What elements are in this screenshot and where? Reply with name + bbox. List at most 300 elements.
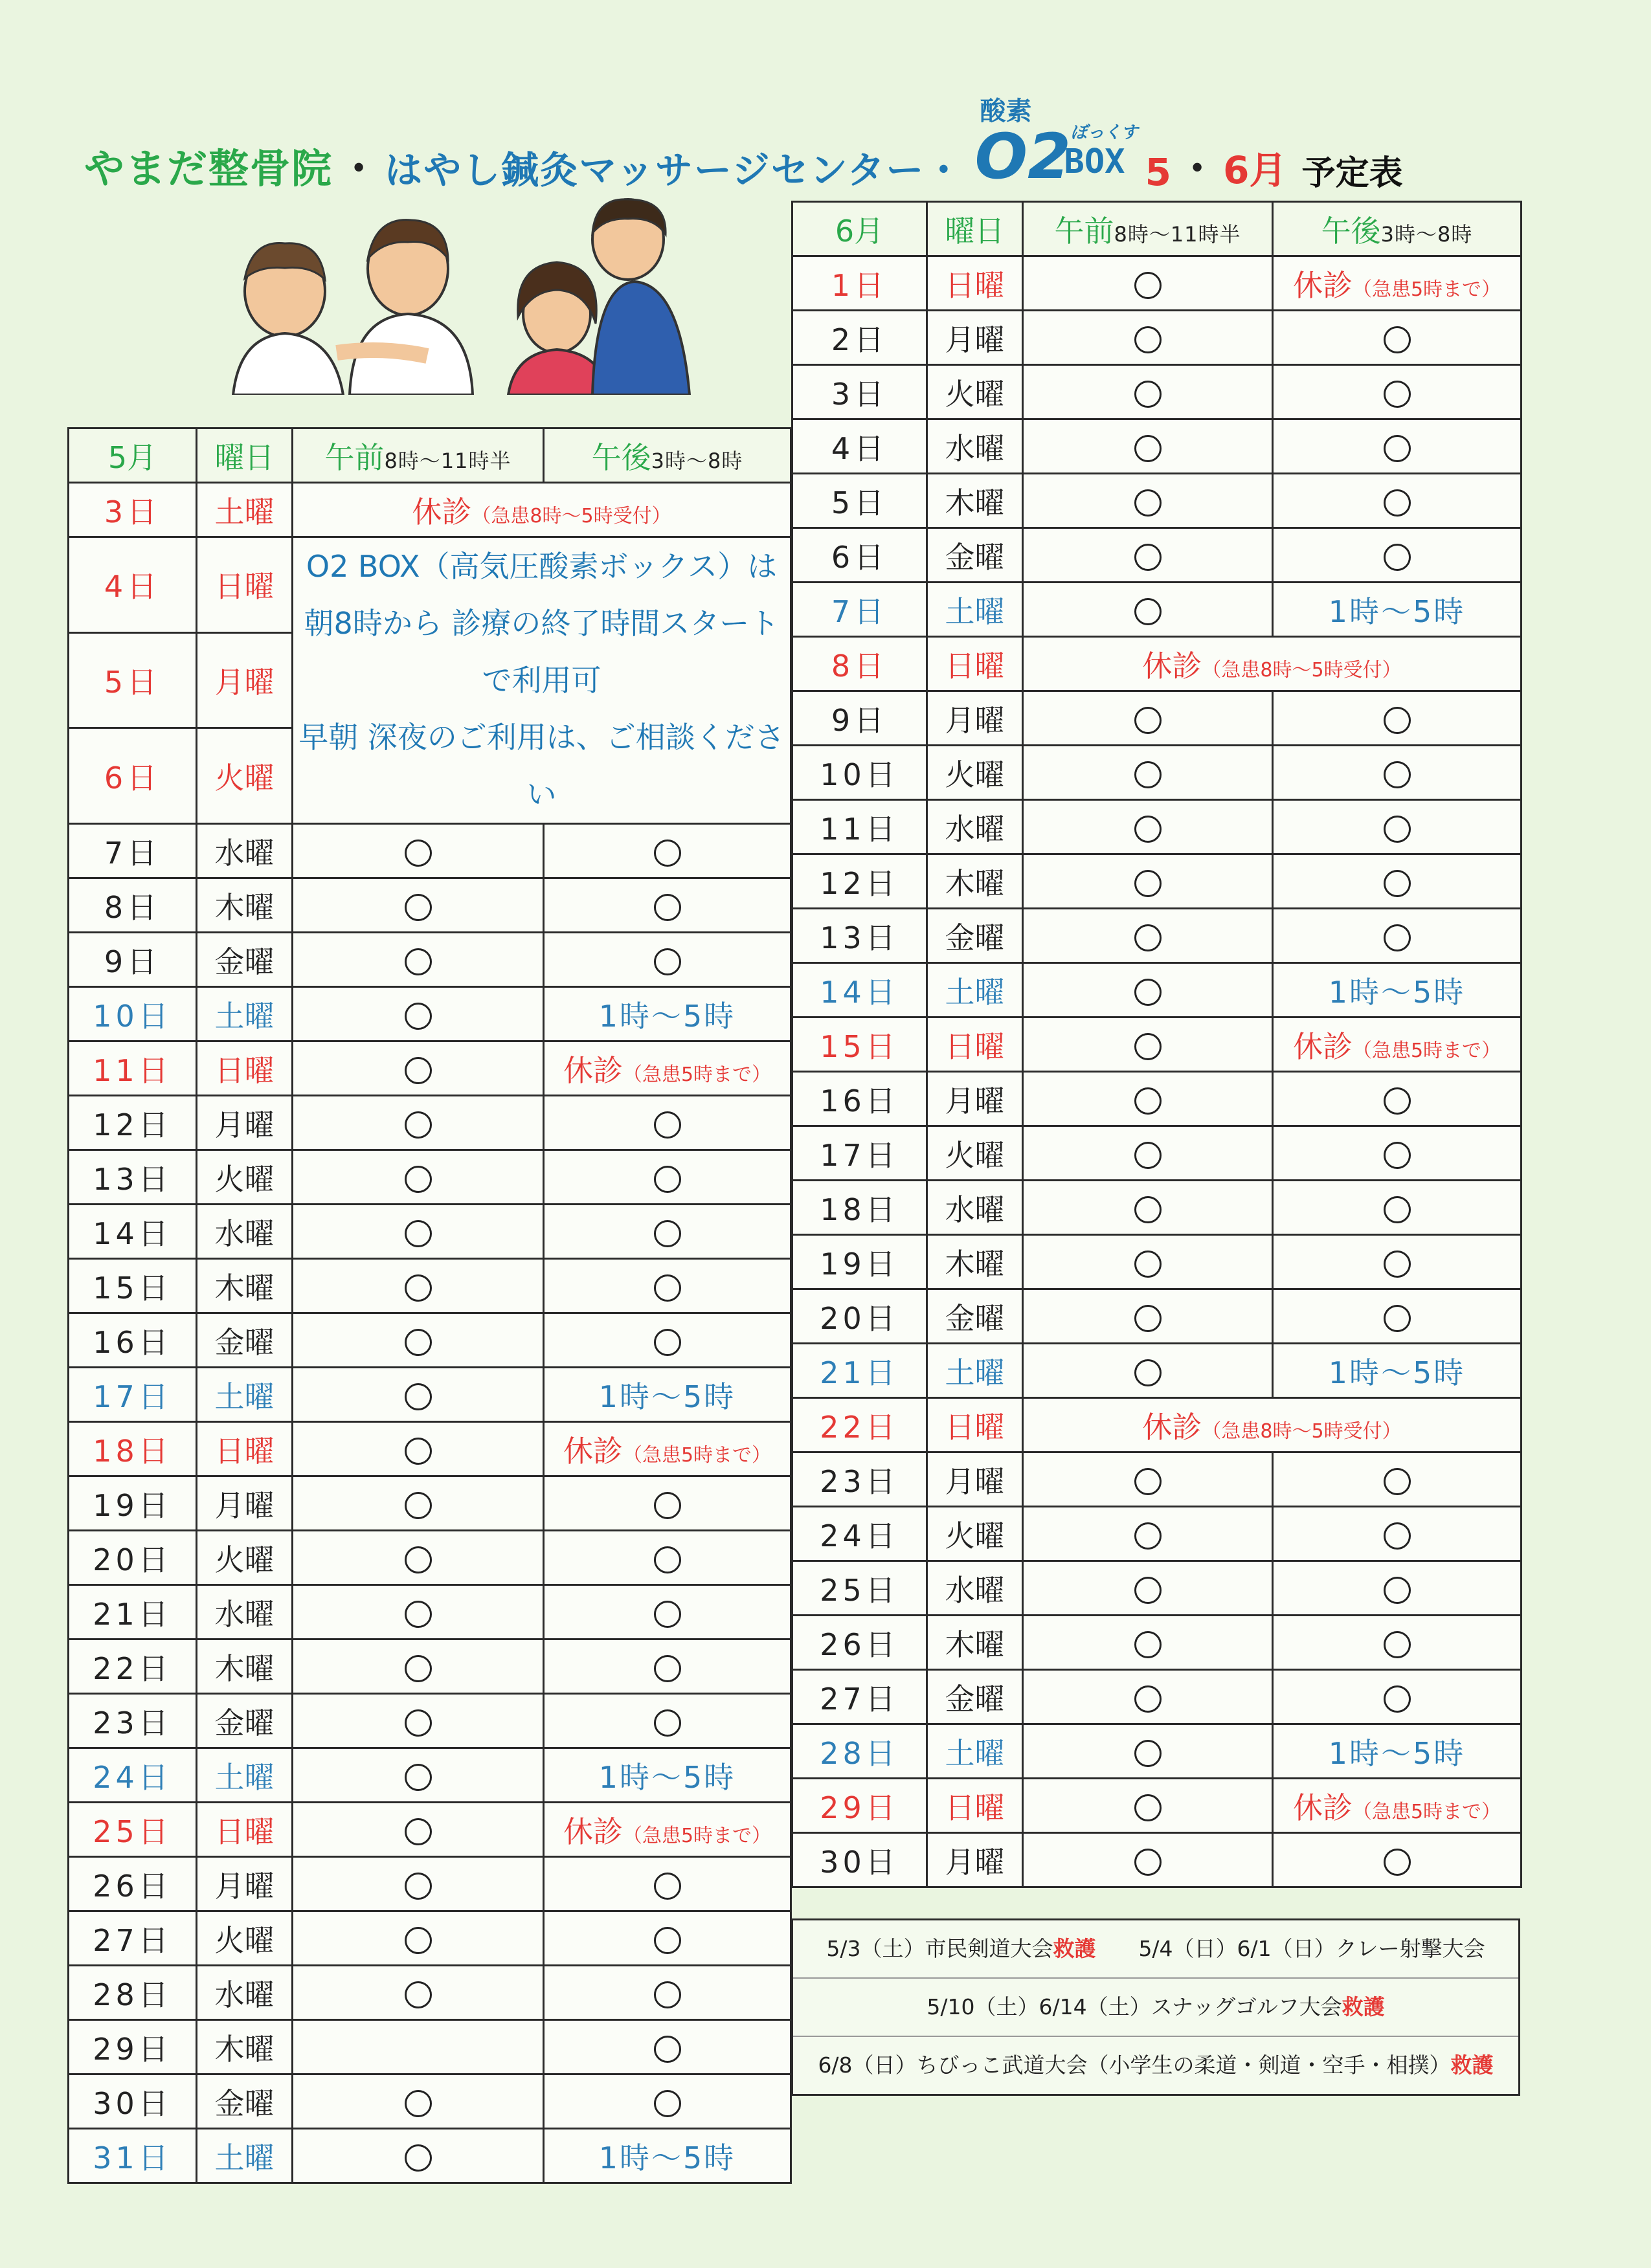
may-dow-cell: 土曜 [197,987,293,1041]
june-am-open-mark [1134,1849,1162,1876]
may-day-cell: 7日 [69,824,197,878]
june-am-open-mark [1134,1577,1162,1604]
may-pm-cell [544,824,791,878]
may-day-cell: 28日 [69,1966,197,2020]
may-row-7日 [69,824,791,878]
may-am-cell [293,1041,544,1096]
may-pm-open-mark [654,2036,681,2063]
may-header-pm-label: 午後 [591,439,651,475]
event-text: 6/8（日）ちびっこ武道大会（小学生の柔道・剣道・空手・相撲） [818,2052,1451,2078]
may-row-30日 [69,2074,791,2129]
may-pm-closed-note: （急患5時まで） [622,1443,772,1467]
may-pm-cell [544,987,791,1041]
june-day-cell: 11日 [792,800,927,854]
may-closed-cell [293,483,791,537]
june-pm-open-mark [1384,435,1411,462]
june-dow-cell: 日曜 [927,637,1023,691]
may-am-cell [293,1694,544,1748]
may-am-open-mark [405,1709,432,1737]
may-pm-open-mark [654,894,681,921]
may-pm-open-mark [654,1329,681,1356]
june-pm-cell [1273,1072,1522,1126]
june-pm-open-mark [1384,1577,1411,1604]
may-am-open-mark [405,1601,432,1628]
june-dow-cell: 日曜 [927,1779,1023,1833]
may-am-open-mark [405,1057,432,1084]
may-row-17日 [69,1368,791,1422]
june-schedule-table [791,201,1522,1888]
may-am-open-mark [405,1492,432,1519]
june-row-15日 [792,1017,1522,1072]
may-am-cell [293,1911,544,1966]
june-pm-closed-label: 休診 [1292,1028,1353,1064]
may-row-19日 [69,1476,791,1531]
june-day-cell: 8日 [792,637,927,691]
june-am-cell [1023,1017,1273,1072]
event-text: 5/10（土）6/14（土）スナッグゴルフ大会 [927,1994,1342,2019]
event-rescue-label: 救護 [1342,1994,1385,2019]
june-row-22日 [792,1398,1522,1452]
june-pm-open-mark [1384,1087,1411,1115]
june-dow-cell: 日曜 [927,256,1023,311]
o2-box-text: BOX [1064,142,1125,181]
event-text: 5/3（土）市民剣道大会 [826,1936,1053,1961]
may-day-cell: 5日 [69,632,197,728]
may-pm-cell [544,1422,791,1476]
june-dow-cell: 土曜 [927,1724,1023,1779]
june-am-open-mark [1134,1196,1162,1223]
may-am-cell [293,1422,544,1476]
may-dow-cell: 火曜 [197,1531,293,1585]
june-dow-cell: 土曜 [927,583,1023,637]
may-am-open-mark [405,1274,432,1302]
may-pm-open-mark [654,1546,681,1573]
may-row-13日 [69,1150,791,1205]
june-dow-cell: 水曜 [927,419,1023,474]
june-am-open-mark [1134,1522,1162,1550]
may-pm-open-mark [654,1655,681,1682]
june-closed-note: （急患8時〜5時受付） [1202,1419,1402,1443]
may-header-dow: 曜日 [197,428,293,483]
may-rows [69,483,791,2183]
june-header-pm-label: 午後 [1321,213,1381,249]
may-day-cell: 17日 [69,1368,197,1422]
june-dow-cell: 月曜 [927,311,1023,365]
may-day-cell: 6日 [69,728,197,824]
june-day-cell: 16日 [792,1072,927,1126]
june-am-open-mark [1134,870,1162,897]
june-row-13日 [792,909,1522,963]
june-am-cell [1023,1670,1273,1724]
may-pm-cell [544,1585,791,1640]
may-day-cell: 24日 [69,1748,197,1803]
may-header-month: 5月 [69,428,197,483]
june-dow-cell: 金曜 [927,528,1023,583]
may-am-cell [293,933,544,987]
june-am-cell [1023,1724,1273,1779]
june-pm-cell [1273,1833,1522,1887]
june-am-cell [1023,583,1273,637]
june-pm-closed-note: （急患5時まで） [1352,1039,1501,1062]
june-pm-hours: 1時〜5時 [1328,974,1466,1010]
june-am-cell [1023,854,1273,909]
may-am-open-mark [405,839,432,867]
title-month-5: 5 [1145,150,1171,194]
may-pm-cell [544,1096,791,1150]
may-pm-hours: 1時〜5時 [598,1379,736,1414]
may-am-cell [293,1531,544,1585]
june-header-am-label: 午前 [1054,213,1114,249]
june-day-cell: 26日 [792,1616,927,1670]
may-pm-open-mark [654,1927,681,1954]
may-pm-open-mark [654,1492,681,1519]
may-am-open-mark [405,1818,432,1845]
june-am-cell [1023,1779,1273,1833]
may-pm-open-mark [654,1709,681,1737]
june-day-cell: 24日 [792,1507,927,1561]
may-am-cell [293,1259,544,1313]
may-am-open-mark [405,1166,432,1193]
june-am-cell [1023,1561,1273,1616]
june-row-30日 [792,1833,1522,1887]
june-pm-cell [1273,963,1522,1017]
may-dow-cell: 火曜 [197,1911,293,1966]
may-closed [412,495,671,529]
may-row-14日 [69,1205,791,1259]
may-pm-closed-label: 休診 [563,1433,623,1469]
may-row-31日 [69,2129,791,2183]
june-day-cell: 27日 [792,1670,927,1724]
june-header-pm [1273,202,1522,256]
june-pm-cell [1273,746,1522,800]
may-dow-cell: 月曜 [197,1096,293,1150]
june-pm-open-mark [1384,1142,1411,1169]
june-row-9日 [792,691,1522,746]
may-row-4日 [69,537,791,633]
may-day-cell: 27日 [69,1911,197,1966]
june-row-8日 [792,637,1522,691]
june-am-open-mark [1134,1468,1162,1495]
may-am-open-mark [405,1383,432,1410]
may-pm-cell [544,1205,791,1259]
june-dow-cell: 木曜 [927,1235,1023,1289]
june-pm-cell [1273,528,1522,583]
may-row-3日 [69,483,791,537]
june-day-cell: 18日 [792,1181,927,1235]
may-pm-open-mark [654,1166,681,1193]
june-row-5日 [792,474,1522,528]
june-am-open-mark [1134,1359,1162,1386]
june-row-25日 [792,1561,1522,1616]
title-month-separator: ・ [1177,145,1218,192]
may-row-9日 [69,933,791,987]
june-am-open-mark [1134,326,1162,353]
june-am-cell [1023,1126,1273,1181]
june-row-12日 [792,854,1522,909]
june-day-cell: 21日 [792,1344,927,1398]
june-rows [792,256,1522,1887]
june-pm-cell [1273,365,1522,419]
may-pm-closed-label: 休診 [563,1814,623,1849]
june-pm-cell [1273,1779,1522,1833]
june-row-10日 [792,746,1522,800]
may-dow-cell: 木曜 [197,2020,293,2074]
staff-illustration [214,194,706,395]
june-pm-cell [1273,1017,1522,1072]
o2-box-logo [967,97,1136,194]
june-dow-cell: 水曜 [927,800,1023,854]
june-pm-cell [1273,1561,1522,1616]
may-pm-cell [544,1041,791,1096]
may-pm-closed [563,1434,771,1469]
may-row-24日 [69,1748,791,1803]
may-pm-cell [544,2129,791,2183]
may-row-15日 [69,1259,791,1313]
june-am-open-mark [1134,1631,1162,1658]
may-day-cell: 18日 [69,1422,197,1476]
may-pm-hours: 1時〜5時 [598,998,736,1034]
june-am-open-mark [1134,1685,1162,1713]
june-am-open-mark [1134,544,1162,571]
may-pm-open-mark [654,2090,681,2117]
may-row-27日 [69,1911,791,1966]
june-pm-cell [1273,1235,1522,1289]
june-am-cell [1023,909,1273,963]
may-dow-cell: 日曜 [197,1803,293,1857]
june-dow-cell: 水曜 [927,1561,1023,1616]
may-day-cell: 22日 [69,1640,197,1694]
event-extra: 5/4（日）6/1（日）クレー射撃大会 [1095,1936,1485,1961]
title-separator: ・ [339,145,379,192]
may-am-open-mark [405,1764,432,1791]
june-pm-cell [1273,1344,1522,1398]
june-dow-cell: 火曜 [927,1126,1023,1181]
may-day-cell: 19日 [69,1476,197,1531]
june-am-open-mark [1134,1033,1162,1060]
june-dow-cell: 金曜 [927,909,1023,963]
june-pm-cell [1273,419,1522,474]
may-day-cell: 21日 [69,1585,197,1640]
may-pm-cell [544,1259,791,1313]
june-dow-cell: 月曜 [927,1452,1023,1507]
june-pm-cell [1273,1289,1522,1344]
june-header-month: 6月 [792,202,927,256]
may-am-cell [293,1748,544,1803]
may-day-cell: 4日 [69,537,197,633]
may-am-open-mark [405,1220,432,1247]
june-header-pm-hours: 3時〜8時 [1380,221,1473,247]
june-pm-open-mark [1384,1685,1411,1713]
may-row-26日 [69,1857,791,1911]
may-am-open-mark [405,1927,432,1954]
may-am-open-mark [405,1003,432,1030]
may-pm-open-mark [654,839,681,867]
o2-ruby: ぼっくす [1070,123,1138,142]
june-pm-hours: 1時〜5時 [1328,1735,1466,1771]
june-am-open-mark [1134,1305,1162,1332]
may-dow-cell: 金曜 [197,933,293,987]
june-day-cell: 30日 [792,1833,927,1887]
june-pm-cell [1273,854,1522,909]
may-dow-cell: 金曜 [197,1313,293,1368]
may-am-open-mark [405,1111,432,1139]
may-am-cell [293,1313,544,1368]
may-pm-open-mark [654,1220,681,1247]
o2-notice [293,537,791,824]
june-row-11日 [792,800,1522,854]
may-day-cell: 16日 [69,1313,197,1368]
june-closed-cell [1023,637,1522,691]
may-am-cell [293,1150,544,1205]
june-dow-cell: 水曜 [927,1181,1023,1235]
may-pm-cell [544,1531,791,1585]
may-day-cell: 10日 [69,987,197,1041]
june-am-open-mark [1134,924,1162,951]
june-pm-closed-label: 休診 [1292,1790,1353,1825]
may-dow-cell: 水曜 [197,824,293,878]
may-am-open-mark [405,894,432,921]
event-rescue-label: 救護 [1053,1936,1096,1961]
patient-figure [233,243,343,395]
may-row-22日 [69,1640,791,1694]
may-dow-cell: 土曜 [197,1368,293,1422]
june-pm-open-mark [1384,1251,1411,1278]
june-row-26日 [792,1616,1522,1670]
june-pm-cell [1273,1670,1522,1724]
events-box [791,1918,1520,2096]
man-figure [592,199,690,395]
may-pm-hours: 1時〜5時 [598,1759,736,1795]
may-am-cell [293,1640,544,1694]
may-row-20日 [69,1531,791,1585]
may-dow-cell: 水曜 [197,1205,293,1259]
june-row-23日 [792,1452,1522,1507]
june-day-cell: 5日 [792,474,927,528]
june-dow-cell: 木曜 [927,1616,1023,1670]
june-pm-open-mark [1384,489,1411,517]
june-day-cell: 23日 [792,1452,927,1507]
may-dow-cell: 月曜 [197,1476,293,1531]
june-am-open-mark [1134,1142,1162,1169]
may-dow-cell: 日曜 [197,1422,293,1476]
may-day-cell: 29日 [69,2020,197,2074]
june-am-cell [1023,963,1273,1017]
june-dow-cell: 金曜 [927,1289,1023,1344]
may-pm-cell [544,2074,791,2129]
may-closed-label: 休診 [412,494,472,529]
june-am-cell [1023,691,1273,746]
may-pm-open-mark [654,1873,681,1900]
june-pm-cell [1273,474,1522,528]
june-pm-cell [1273,256,1522,311]
june-row-24日 [792,1507,1522,1561]
may-row-25日 [69,1803,791,1857]
june-day-cell: 7日 [792,583,927,637]
june-dow-cell: 土曜 [927,1344,1023,1398]
may-row-23日 [69,1694,791,1748]
june-dow-cell: 月曜 [927,1833,1023,1887]
june-dow-cell: 日曜 [927,1017,1023,1072]
june-row-27日 [792,1670,1522,1724]
june-dow-cell: 月曜 [927,1072,1023,1126]
june-day-cell: 9日 [792,691,927,746]
june-am-cell [1023,1833,1273,1887]
june-row-2日 [792,311,1522,365]
june-dow-cell: 火曜 [927,365,1023,419]
o2-notice-line: 早朝 深夜のご利用は、ご相談ください [298,720,785,812]
o2-mark: O2 [974,120,1071,193]
may-pm-cell [544,1640,791,1694]
may-day-cell: 12日 [69,1096,197,1150]
may-dow-cell: 金曜 [197,2074,293,2129]
june-closed [1142,1410,1401,1445]
june-am-open-mark [1134,707,1162,734]
june-pm-open-mark [1384,707,1411,734]
o2-label: 酸素 [980,96,1032,126]
may-am-cell [293,2020,544,2074]
may-pm-open-mark [654,948,681,975]
may-pm-open-mark [654,1111,681,1139]
may-am-cell [293,987,544,1041]
june-pm-cell [1273,1724,1522,1779]
june-row-1日 [792,256,1522,311]
may-am-cell [293,824,544,878]
may-pm-cell [544,1911,791,1966]
june-pm-closed-label: 休診 [1292,267,1353,303]
may-am-cell [293,878,544,933]
june-am-open-mark [1134,381,1162,408]
june-row-7日 [792,583,1522,637]
may-day-cell: 9日 [69,933,197,987]
june-day-cell: 3日 [792,365,927,419]
may-row-11日 [69,1041,791,1096]
june-pm-open-mark [1384,924,1411,951]
june-am-open-mark [1134,272,1162,299]
may-row-8日 [69,878,791,933]
may-pm-closed [563,1053,771,1088]
event-line [793,2036,1518,2094]
june-pm-closed-note: （急患5時まで） [1352,278,1501,301]
title-month-6: 6月 [1223,148,1287,192]
june-row-3日 [792,365,1522,419]
may-pm-cell [544,1803,791,1857]
june-day-cell: 17日 [792,1126,927,1181]
june-pm-open-mark [1384,544,1411,571]
june-pm-open-mark [1384,1522,1411,1550]
may-pm-closed-label: 休診 [563,1052,623,1088]
june-am-cell [1023,800,1273,854]
may-am-open-mark [405,2144,432,2172]
june-dow-cell: 土曜 [927,963,1023,1017]
may-pm-cell [544,1368,791,1422]
o2-notice-line: O2 BOX（高気圧酸素ボックス）は [306,549,778,584]
june-am-open-mark [1134,1794,1162,1821]
june-am-open-mark [1134,1251,1162,1278]
may-row-28日 [69,1966,791,2020]
june-dow-cell: 木曜 [927,854,1023,909]
june-closed-note: （急患8時〜5時受付） [1202,658,1402,682]
june-day-cell: 20日 [792,1289,927,1344]
may-row-12日 [69,1096,791,1150]
may-am-open-mark [405,1438,432,1465]
may-day-cell: 3日 [69,483,197,537]
june-day-cell: 19日 [792,1235,927,1289]
june-am-cell [1023,1344,1273,1398]
o2-notice-line: 朝8時から 診療の終了時間スタートで利用可 [304,606,780,698]
june-pm-closed-note: （急患5時まで） [1352,1800,1501,1823]
may-day-cell: 30日 [69,2074,197,2129]
june-am-open-mark [1134,1087,1162,1115]
